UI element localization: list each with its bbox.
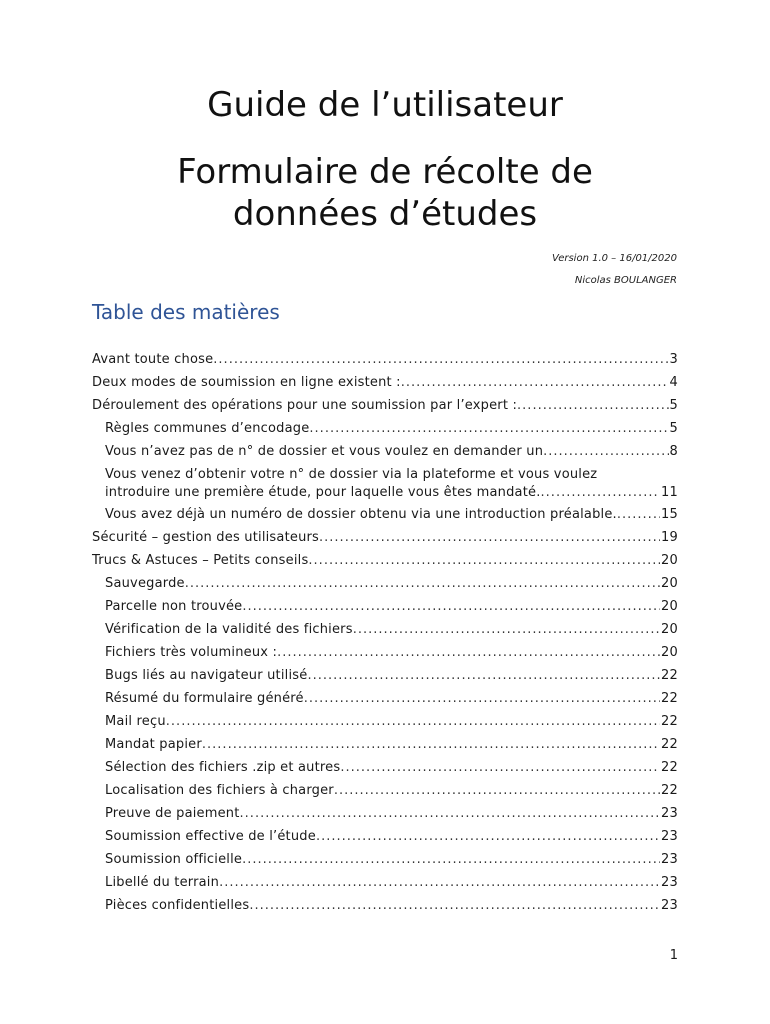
toc-page-number: 22 bbox=[661, 668, 678, 683]
toc-entry-title: Mail reçu bbox=[105, 714, 166, 729]
toc-leader bbox=[308, 552, 660, 570]
toc-entry-title: Soumission effective de l’étude bbox=[105, 829, 316, 844]
toc-leader bbox=[334, 782, 660, 800]
toc-page-number: 22 bbox=[661, 737, 678, 752]
toc-entry[interactable] bbox=[92, 374, 678, 392]
toc-entry-title: Sécurité – gestion des utilisateurs bbox=[92, 530, 320, 545]
toc-entry-title: Pièces confidentielles bbox=[105, 898, 250, 913]
toc-leader bbox=[202, 736, 660, 754]
toc-entry[interactable] bbox=[105, 782, 678, 800]
toc-leader bbox=[219, 874, 660, 892]
toc-leader bbox=[277, 644, 660, 662]
toc-entry-title: Vous venez d’obtenir votre n° de dossier via la plateforme et vous voulez bbox=[105, 467, 598, 482]
toc-entry-title: Avant toute chose bbox=[92, 352, 214, 367]
toc-entry[interactable] bbox=[92, 552, 678, 570]
document-subtitle-line-2: données d’études bbox=[232, 194, 538, 234]
toc-heading: Table des matières bbox=[92, 300, 280, 324]
toc-page-number: 22 bbox=[661, 760, 678, 775]
toc-page-number: 20 bbox=[661, 599, 678, 614]
toc-entry[interactable] bbox=[92, 351, 678, 369]
toc-entry-title: Sélection des fichiers .zip et autres bbox=[105, 760, 341, 775]
toc-entry-title: Déroulement des opérations pour une soumission par l’expert : bbox=[92, 398, 518, 413]
toc-entry-title: Vérification de la validité des fichiers bbox=[105, 622, 353, 637]
toc-entry[interactable] bbox=[105, 874, 678, 892]
toc-entry-title: Deux modes de soumission en ligne existent : bbox=[92, 375, 401, 390]
toc-entry-title-continued: introduire une première étude, pour laquelle vous êtes mandaté. bbox=[105, 485, 541, 500]
author-name: Nicolas BOULANGER bbox=[574, 275, 677, 286]
toc-leader bbox=[353, 621, 660, 639]
toc-page-number: 20 bbox=[661, 645, 678, 660]
toc-leader bbox=[249, 897, 660, 915]
toc-page-number: 23 bbox=[661, 852, 678, 867]
toc-entry[interactable] bbox=[105, 466, 678, 502]
toc-entry-title: Vous avez déjà un numéro de dossier obtenu via une introduction préalable. bbox=[105, 507, 617, 522]
toc-leader bbox=[242, 851, 660, 869]
toc-entry[interactable] bbox=[105, 598, 678, 616]
toc-page-number: 23 bbox=[661, 829, 678, 844]
toc-page-number: 15 bbox=[661, 507, 678, 522]
toc-entry[interactable] bbox=[105, 621, 678, 639]
toc-entry[interactable] bbox=[105, 690, 678, 708]
toc-leader bbox=[319, 529, 660, 547]
toc-page-number: 20 bbox=[661, 553, 678, 568]
page-number: 1 bbox=[669, 948, 678, 963]
toc-leader bbox=[316, 828, 660, 846]
toc-entry[interactable] bbox=[105, 713, 678, 731]
toc-leader bbox=[309, 420, 668, 438]
toc-entry-title: Trucs & Astuces – Petits conseils bbox=[92, 553, 309, 568]
toc-entry-title: Libellé du terrain bbox=[105, 875, 220, 890]
toc-page-number: 19 bbox=[661, 530, 678, 545]
toc-entry[interactable] bbox=[92, 397, 678, 415]
toc-entry-title: Règles communes d’encodage bbox=[105, 421, 310, 436]
toc-entry-title: Preuve de paiement bbox=[105, 806, 240, 821]
toc-leader bbox=[340, 759, 660, 777]
toc-page-number: 3 bbox=[669, 352, 678, 367]
toc-entry[interactable] bbox=[105, 506, 678, 524]
toc-page-number: 22 bbox=[661, 714, 678, 729]
toc-page-number: 20 bbox=[661, 622, 678, 637]
toc-page-number: 22 bbox=[661, 691, 678, 706]
toc-leader bbox=[617, 506, 660, 524]
toc-entry[interactable] bbox=[105, 851, 678, 869]
toc-entry[interactable] bbox=[105, 805, 678, 823]
toc-leader bbox=[541, 484, 661, 502]
toc-page-number: 11 bbox=[661, 485, 678, 500]
toc-leader bbox=[166, 713, 660, 731]
toc-entry[interactable] bbox=[105, 667, 678, 685]
toc-page-number: 4 bbox=[669, 375, 678, 390]
toc-entry-title: Sauvegarde bbox=[105, 576, 185, 591]
toc-leader bbox=[185, 575, 660, 593]
toc-page-number: 5 bbox=[669, 398, 678, 413]
toc-leader bbox=[242, 598, 660, 616]
toc-entry[interactable] bbox=[105, 759, 678, 777]
toc-page-number: 20 bbox=[661, 576, 678, 591]
toc-entry-title: Bugs liés au navigateur utilisé bbox=[105, 668, 308, 683]
version-info: Version 1.0 – 16/01/2020 bbox=[551, 253, 677, 264]
toc-entry[interactable] bbox=[105, 420, 678, 438]
toc-leader bbox=[240, 805, 661, 823]
toc-entry[interactable] bbox=[105, 575, 678, 593]
toc-leader bbox=[304, 690, 660, 708]
toc-entry-title: Résumé du formulaire généré bbox=[105, 691, 304, 706]
toc-entry[interactable] bbox=[105, 644, 678, 662]
toc-leader bbox=[517, 397, 668, 415]
toc-entry[interactable] bbox=[105, 736, 678, 754]
toc-leader bbox=[213, 351, 668, 369]
toc-entry-title: Fichiers très volumineux : bbox=[105, 645, 278, 660]
toc-entry-title: Parcelle non trouvée bbox=[105, 599, 243, 614]
toc-entry-title: Localisation des fichiers à charger bbox=[105, 783, 334, 798]
toc-entry-title: Vous n’avez pas de n° de dossier et vous voulez en demander un bbox=[105, 444, 544, 459]
document-subtitle-line-1: Formulaire de récolte de bbox=[177, 152, 593, 192]
toc-leader bbox=[401, 374, 669, 392]
toc-entry[interactable] bbox=[105, 897, 678, 915]
toc-page-number: 23 bbox=[661, 898, 678, 913]
toc-entry-title: Mandat papier bbox=[105, 737, 202, 752]
toc-page-number: 5 bbox=[669, 421, 678, 436]
toc-entry[interactable] bbox=[105, 828, 678, 846]
toc-leader bbox=[307, 667, 660, 685]
toc-entry[interactable] bbox=[105, 443, 678, 461]
toc-page-number: 8 bbox=[669, 444, 678, 459]
document-title: Guide de l’utilisateur bbox=[207, 85, 563, 125]
toc-page-number: 23 bbox=[661, 875, 678, 890]
toc-page-number: 22 bbox=[661, 783, 678, 798]
toc-entry-title: Soumission officielle bbox=[105, 852, 243, 867]
toc-page-number: 23 bbox=[661, 806, 678, 821]
toc-leader bbox=[543, 443, 668, 461]
toc-entry[interactable] bbox=[92, 529, 678, 547]
